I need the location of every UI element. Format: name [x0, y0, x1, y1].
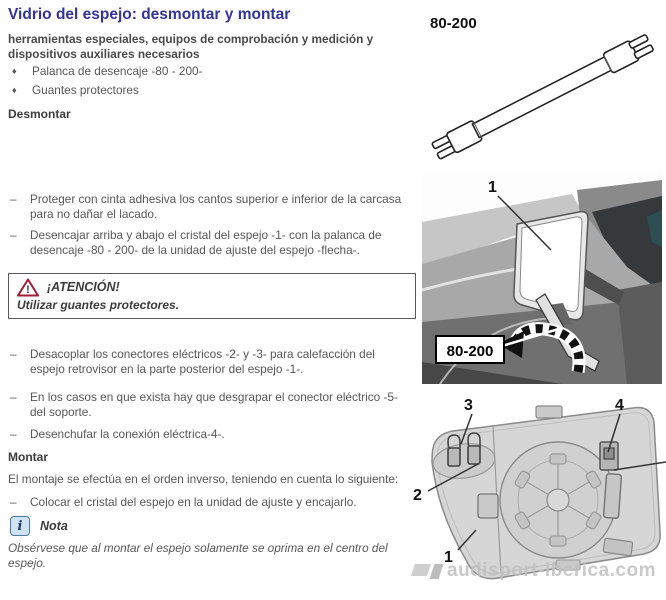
glass-label-4: 4 [615, 397, 624, 414]
tool-label: Palanca de desencaje -80 - 200- [32, 64, 203, 78]
tool-label: Guantes protectores [32, 83, 139, 97]
note-text: Obsérvese que al montar el espejo solamente se oprima en el centro del espejo. [8, 541, 388, 570]
figure-mirror-on-car [422, 172, 662, 384]
warning-title: ¡ATENCIÓN! [47, 280, 120, 294]
note-header [10, 516, 68, 536]
page-title: Vidrio del espejo: desmontar y montar [8, 6, 291, 23]
intro-paragraph: herramientas especiales, equipos de comprobación y medición y dispositivos auxiliares necesarios [8, 32, 374, 61]
step-item [8, 347, 404, 377]
step-text: Colocar el cristal del espejo en la unidad de ajuste y encajarlo. [30, 495, 357, 509]
diamond-bullet-icon: ♦ [12, 66, 17, 76]
step-text: En los casos en que exista hay que desgrapar el conector eléctrico -5- del soporte. [30, 390, 398, 419]
mirror-glass-shape [520, 217, 582, 312]
dash-marker: – [10, 347, 17, 361]
watermark-logo-icon [413, 564, 441, 579]
warning-box [8, 273, 416, 319]
callout-1-label: 1 [488, 179, 497, 196]
tool-list [8, 64, 408, 102]
clip-detail [478, 494, 498, 518]
figure-pry-tool [420, 4, 666, 170]
step-item [8, 390, 404, 420]
glass-label-3: 3 [464, 397, 473, 414]
tool-callout-label: 80-200 [446, 343, 494, 360]
watermark-text: audisport-iberica.com [447, 560, 656, 581]
info-icon: i [10, 516, 30, 536]
step-text: Desenchufar la conexión eléctrica-4-. [30, 427, 225, 441]
figure-tool-label: 80-200 [430, 15, 477, 32]
dash-marker: – [10, 192, 17, 206]
section-heading-desmontar: Desmontar [8, 107, 71, 121]
step-item [8, 192, 404, 222]
adjuster-mechanism [500, 442, 616, 558]
step-text: Desacoplar los conectores eléctricos -2- y -3- para calefacción del espejo retrovisor en la parte posterior del espejo -1-. [30, 347, 375, 376]
section-heading-montar: Montar [8, 450, 48, 464]
svg-text:!: ! [26, 283, 30, 296]
warning-text: Utilizar guantes protectores. [17, 298, 180, 312]
dash-marker: – [10, 427, 17, 441]
pry-lever-drawing [431, 33, 655, 162]
step-item [8, 495, 404, 510]
diamond-bullet-icon: ♦ [12, 85, 17, 95]
dash-marker: – [10, 495, 17, 509]
install-intro: El montaje se efectúa en el orden inverso, teniendo en cuenta lo siguiente: [8, 472, 399, 486]
warning-triangle-icon [17, 278, 39, 297]
list-item [8, 83, 408, 97]
figure-glass-back [408, 392, 666, 584]
glass-label-2: 2 [413, 487, 422, 504]
dash-marker: – [10, 228, 17, 242]
note-title: Nota [40, 519, 68, 533]
step-item [8, 228, 404, 258]
list-item [8, 64, 408, 78]
watermark [413, 560, 656, 582]
glass-label-1: 1 [444, 549, 453, 566]
step-text: Proteger con cinta adhesiva los cantos superior e inferior de la carcasa para no dañar el lacado. [30, 192, 402, 221]
step-text: Desencajar arriba y abajo el cristal del espejo -1- con la palanca de desencaje -80 - 200- de la unidad de ajuste del espejo -flecha-. [30, 228, 382, 257]
dash-marker: – [10, 390, 17, 404]
step-item [8, 427, 404, 442]
